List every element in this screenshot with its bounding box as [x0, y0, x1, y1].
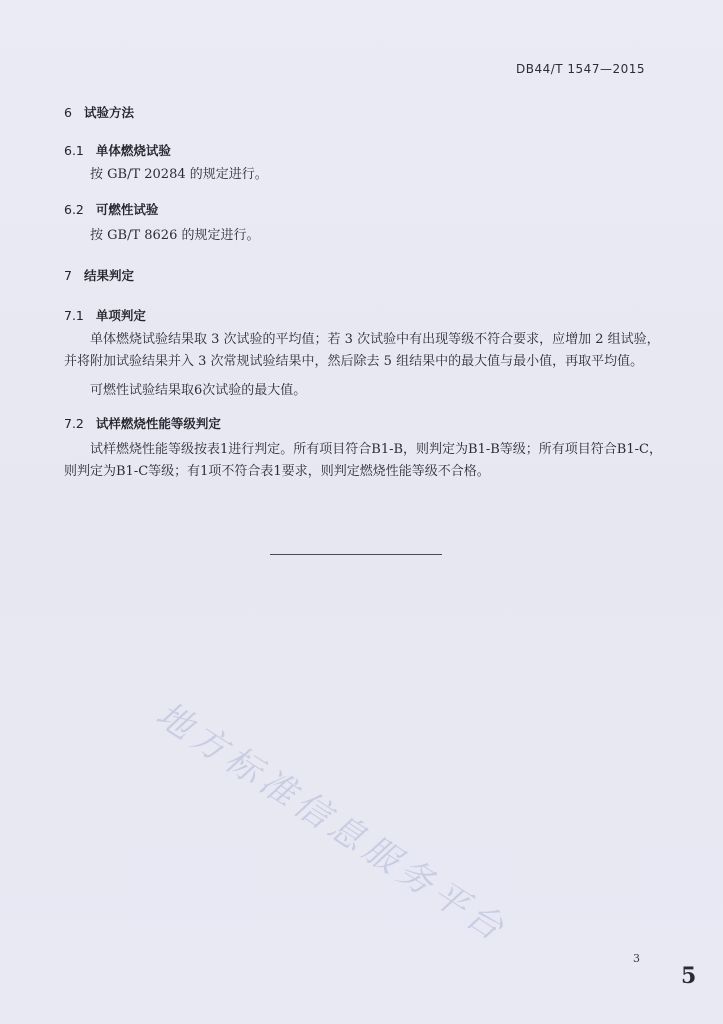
- paragraph-line: 按 GB/T 20284 的规定进行。: [90, 167, 268, 182]
- paragraph-line: 按 GB/T 8626 的规定进行。: [90, 228, 260, 243]
- section-6-1-text: [64, 164, 654, 186]
- section-number: 7: [64, 268, 72, 283]
- section-7-1-paragraph-2: [64, 380, 654, 402]
- section-number: 6.1: [64, 143, 84, 158]
- section-number: 7.1: [64, 308, 84, 323]
- section-7-1-paragraph-1: [64, 329, 660, 373]
- standard-code: DB44/T 1547—2015: [515, 62, 645, 76]
- section-title: 结果判定: [83, 268, 134, 283]
- section-title: 单体燃烧试验: [95, 143, 171, 158]
- page-number: 3: [633, 952, 640, 965]
- section-7-2-heading: [64, 414, 221, 432]
- section-title: 单项判定: [95, 308, 146, 323]
- paragraph-line: 并将附加试验结果并入 3 次常规试验结果中，然后除去 5 组结果中的最大值与最小值，再取平均值。: [64, 354, 644, 369]
- corner-number: 5: [681, 963, 697, 989]
- section-number: 6.2: [64, 202, 84, 217]
- section-6-heading: [64, 103, 134, 121]
- section-6-2-text: [64, 225, 654, 247]
- paragraph-line: 则判定为B1-C等级；有1项不符合表1要求，则判定燃烧性能等级不合格。: [64, 464, 490, 479]
- end-rule-divider: [270, 554, 442, 555]
- paragraph-line: 单体燃烧试验结果取 3 次试验的平均值；若 3 次试验中有出现等级不符合要求，应增加 2 组试验，: [90, 332, 660, 347]
- section-7-1-heading: [64, 306, 146, 324]
- section-number: 6: [64, 105, 72, 120]
- watermark-text: 地方标准信息服务平台: [148, 694, 515, 952]
- section-title: 可燃性试验: [95, 202, 159, 217]
- section-6-1-heading: [64, 141, 171, 159]
- paragraph-line: 试样燃烧性能等级按表1进行判定。所有项目符合B1-B，则判定为B1-B等级；所有项目符合B1-C，: [90, 442, 662, 457]
- section-6-2-heading: [64, 200, 158, 218]
- section-7-2-paragraph: [64, 439, 662, 483]
- paragraph-line: 可燃性试验结果取6次试验的最大值。: [90, 383, 307, 398]
- section-title: 试验方法: [83, 105, 134, 120]
- section-7-heading: [64, 266, 134, 284]
- section-number: 7.2: [64, 416, 84, 431]
- section-title: 试样燃烧性能等级判定: [95, 416, 221, 431]
